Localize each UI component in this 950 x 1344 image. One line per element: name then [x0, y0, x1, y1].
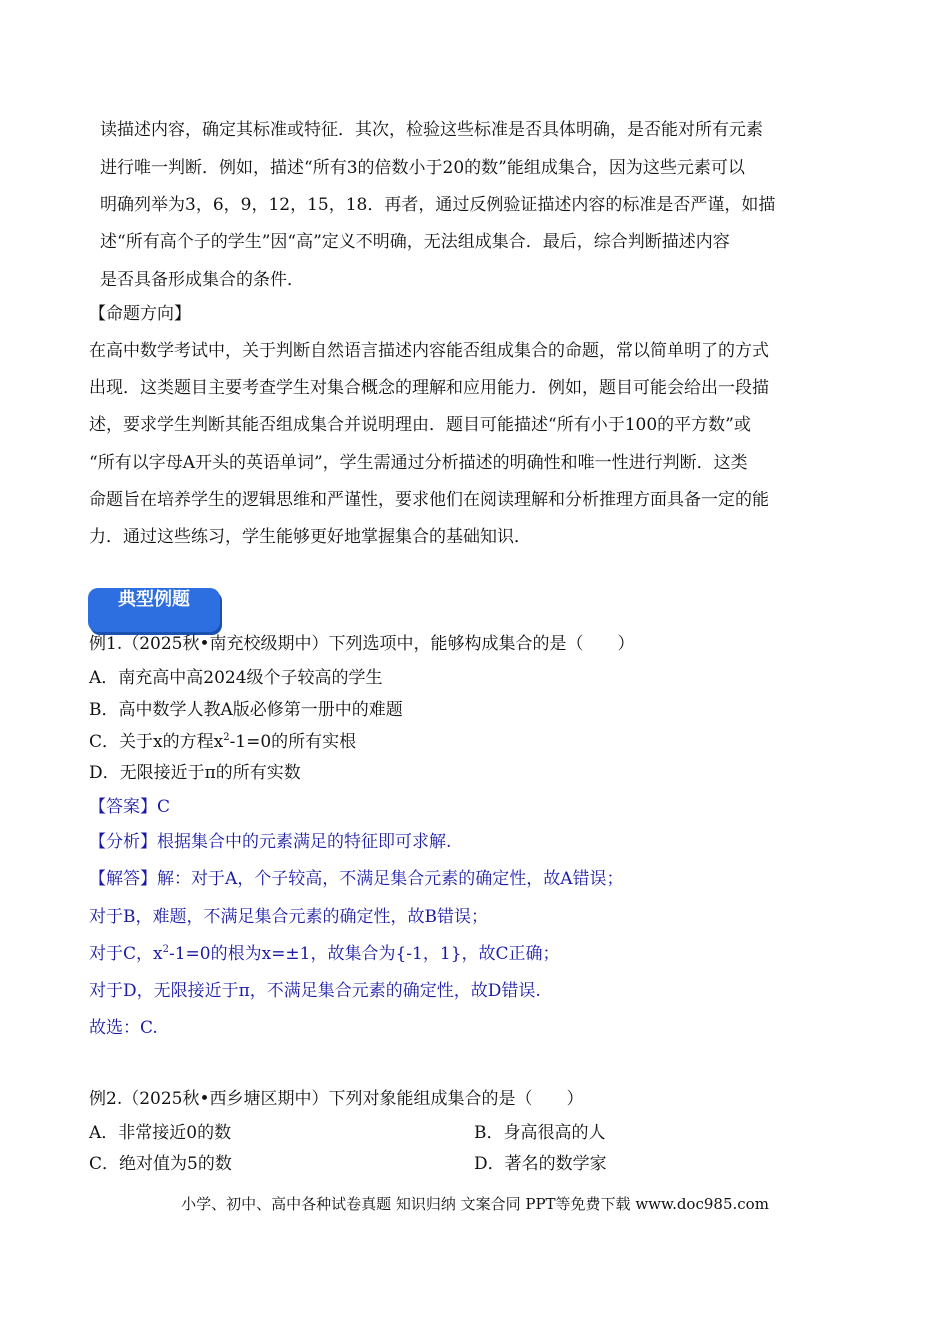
solution-3-text-post: -1=0的根为x=±1，故集合为{-1，1}，故C正确；	[168, 944, 560, 964]
direction-line-1: 在高中数学考试中，关于判断自然语言描述内容能否组成集合的命题，常以简单明了的方式	[89, 341, 769, 361]
example1-option-c	[89, 730, 356, 754]
intro-line-4: 述“所有高个子的学生”因“高”定义不明确，无法组成集合．最后，综合判断描述内容	[100, 232, 730, 252]
example1-solution-1: 【解答】解：对于A，个子较高，不满足集合元素的确定性，故A错误；	[89, 869, 624, 889]
direction-line-4: “所有以字母A开头的英语单词”，学生需通过分析描述的明确性和唯一性进行判断．这类	[89, 453, 748, 473]
example1-question: 例1.（2025秋•南充校级期中）下列选项中，能够构成集合的是（ ）	[89, 634, 635, 654]
intro-line-5: 是否具备形成集合的条件．	[100, 270, 304, 290]
direction-heading: 【命题方向】	[89, 304, 191, 324]
option-c-text-post: -1=0的所有实根	[229, 732, 357, 752]
option-c-exponent: 2	[223, 732, 230, 743]
intro-line-2: 进行唯一判断．例如，描述“所有3的倍数小于20的数”能组成集合，因为这些元素可以	[100, 158, 745, 178]
section-badge-label: 典型例题	[118, 589, 190, 610]
direction-line-2: 出现．这类题目主要考查学生对集合概念的理解和应用能力．例如，题目可能会给出一段描	[89, 378, 769, 398]
direction-line-5: 命题旨在培养学生的逻辑思维和严谨性，要求他们在阅读理解和分析推理方面具备一定的能	[89, 490, 769, 510]
direction-line-6: 力．通过这些练习，学生能够更好地掌握集合的基础知识．	[89, 527, 531, 547]
example1-option-b: B．高中数学人教A版必修第一册中的难题	[89, 700, 403, 720]
intro-line-1: 读描述内容，确定其标准或特征．其次，检验这些标准是否具体明确，是否能对所有元素	[100, 120, 763, 140]
example2-option-b: B．身高很高的人	[474, 1123, 606, 1143]
example2-option-a: A．非常接近0的数	[89, 1123, 232, 1143]
example1-option-a: A．南充高中高2024级个子较高的学生	[89, 668, 383, 688]
page-footer: 小学、初中、高中各种试卷真题 知识归纳 文案合同 PPT等免费下载 www.doc985.com	[181, 1195, 769, 1213]
option-c-text-pre: C．关于x的方程x	[89, 732, 224, 752]
intro-line-3: 明确列举为3，6，9，12，15，18．再者，通过反例验证描述内容的标准是否严谨，如描	[100, 195, 776, 215]
solution-3-text-pre: 对于C，x	[89, 944, 163, 964]
example1-answer: 【答案】C	[89, 797, 171, 817]
example2-question: 例2.（2025秋•西乡塘区期中）下列对象能组成集合的是（ ）	[89, 1089, 584, 1109]
example1-analysis: 【分析】根据集合中的元素满足的特征即可求解.	[89, 832, 452, 852]
example1-solution-3	[89, 942, 560, 966]
example1-solution-4: 对于D，无限接近于π，不满足集合元素的确定性，故D错误.	[89, 981, 541, 1001]
direction-line-3: 述，要求学生判断其能否组成集合并说明理由．题目可能描述“所有小于100的平方数”或	[89, 415, 751, 435]
example1-solution-5: 故选：C.	[89, 1018, 158, 1038]
example1-option-d: D．无限接近于π的所有实数	[89, 763, 301, 783]
example2-option-d: D．著名的数学家	[474, 1154, 607, 1174]
example1-solution-2: 对于B，难题，不满足集合元素的确定性，故B错误；	[89, 907, 488, 927]
solution-3-exponent: 2	[162, 944, 169, 955]
example2-option-c: C．绝对值为5的数	[89, 1154, 232, 1174]
